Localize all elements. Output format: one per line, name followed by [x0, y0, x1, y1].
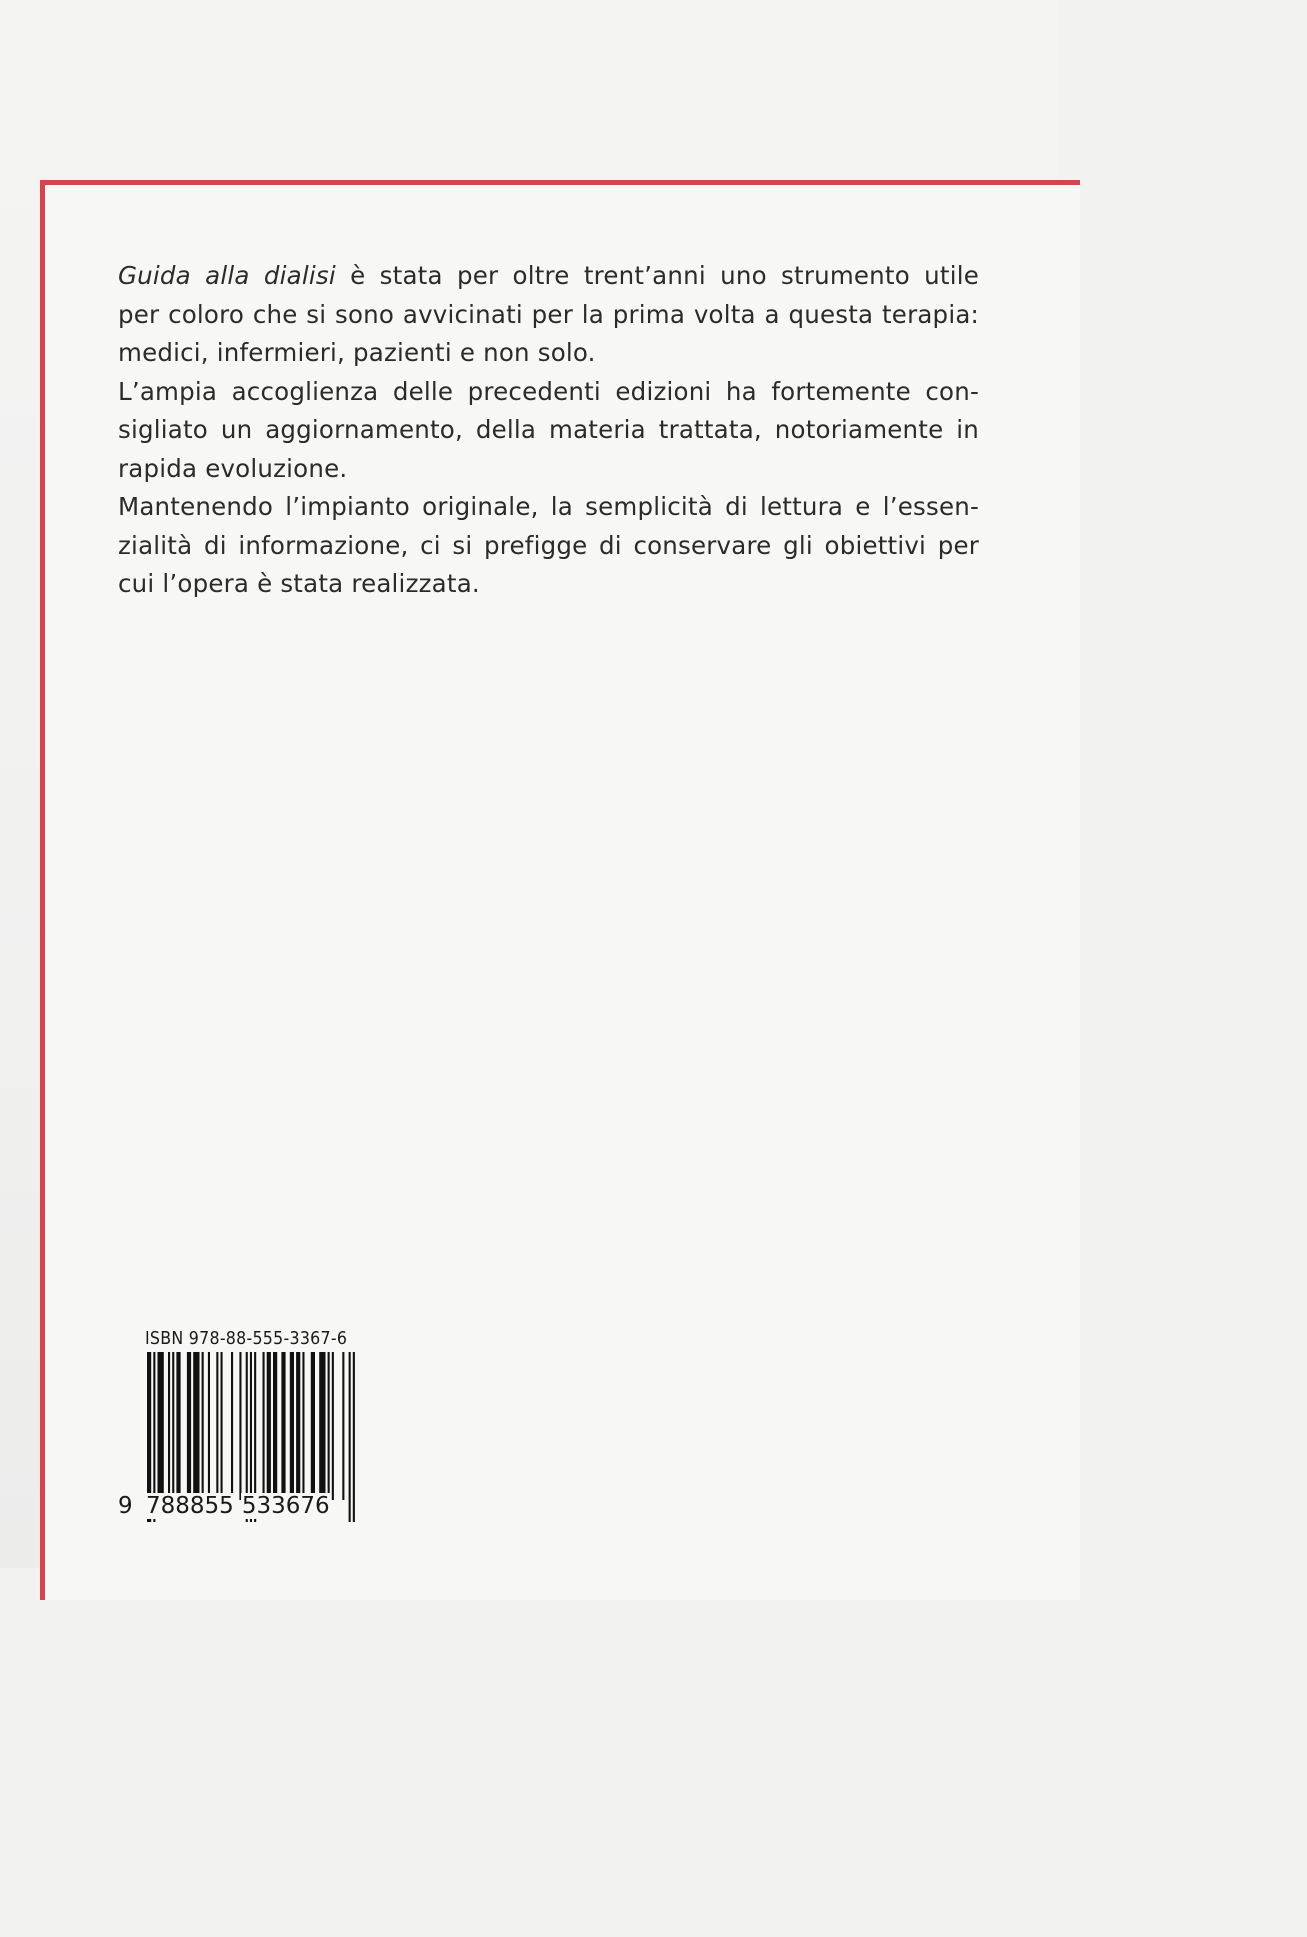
- barcode-bar: [302, 1352, 304, 1500]
- barcode-bar: [273, 1352, 277, 1500]
- barcode-bar: [208, 1352, 210, 1500]
- blurb-line-1: [118, 257, 979, 296]
- blurb-line-7: Mantenendo l’impianto originale, la semplicità di lettura e l’essen-: [118, 492, 979, 521]
- barcode-bar: [342, 1352, 344, 1500]
- barcode-bar: [158, 1352, 164, 1500]
- barcode-digits: [118, 1493, 331, 1519]
- barcode-bar: [290, 1352, 294, 1500]
- barcode-bar: [187, 1352, 191, 1500]
- barcode-bar: [296, 1352, 300, 1500]
- blurb-line-1-text: è stata per oltre trent’anni uno strumento utile: [335, 261, 979, 290]
- barcode-bar: [281, 1352, 285, 1500]
- blurb-line-4: L’ampia accoglienza delle precedenti edizioni ha fortemente con-: [118, 376, 979, 406]
- barcode-bar: [216, 1352, 218, 1500]
- blurb-line-3: medici, infermieri, pazienti e non solo.: [118, 338, 596, 367]
- barcode-bar: [328, 1352, 330, 1500]
- barcode-bar: [311, 1352, 315, 1500]
- barcode-bar: [168, 1352, 170, 1500]
- barcode-bar: [239, 1352, 241, 1500]
- barcode-bar: [221, 1352, 223, 1500]
- barcode-bar: [231, 1352, 233, 1500]
- book-title: Guida alla dialisi: [118, 261, 336, 290]
- blurb-line-6: rapida evoluzione.: [118, 453, 348, 483]
- barcode-lead-digit: 9: [118, 1493, 133, 1519]
- barcode-bar: [172, 1352, 174, 1500]
- barcode-bar: [353, 1352, 355, 1522]
- isbn-label: ISBN 978-88-555-3367-6: [145, 1328, 348, 1349]
- barcode-bar: [332, 1352, 334, 1500]
- isbn-barcode: [118, 1328, 368, 1523]
- blurb-line-9: cui l’opera è stata realizzata.: [118, 569, 480, 598]
- blurb-line-5: sigliato un aggiornamento, della materia trattata, notoriamente in: [118, 415, 979, 444]
- barcode-bar: [176, 1352, 180, 1500]
- blurb-line-8: zialità di informazione, ci si prefigge di conservare gli obiettivi per: [118, 530, 979, 560]
- barcode-bar: [319, 1352, 325, 1500]
- barcode-bar: [202, 1352, 204, 1500]
- barcode-bar: [349, 1352, 351, 1522]
- barcode-bar: [193, 1352, 199, 1500]
- cover-blurb: [118, 257, 979, 604]
- barcode-left-group: 788855: [146, 1493, 234, 1519]
- barcode-right-group: 533676: [241, 1493, 330, 1519]
- blurb-line-2: per coloro che si sono avvicinati per la prima volta a questa terapia:: [118, 299, 979, 329]
- barcode-bar: [263, 1352, 265, 1500]
- barcode-bar: [267, 1352, 271, 1500]
